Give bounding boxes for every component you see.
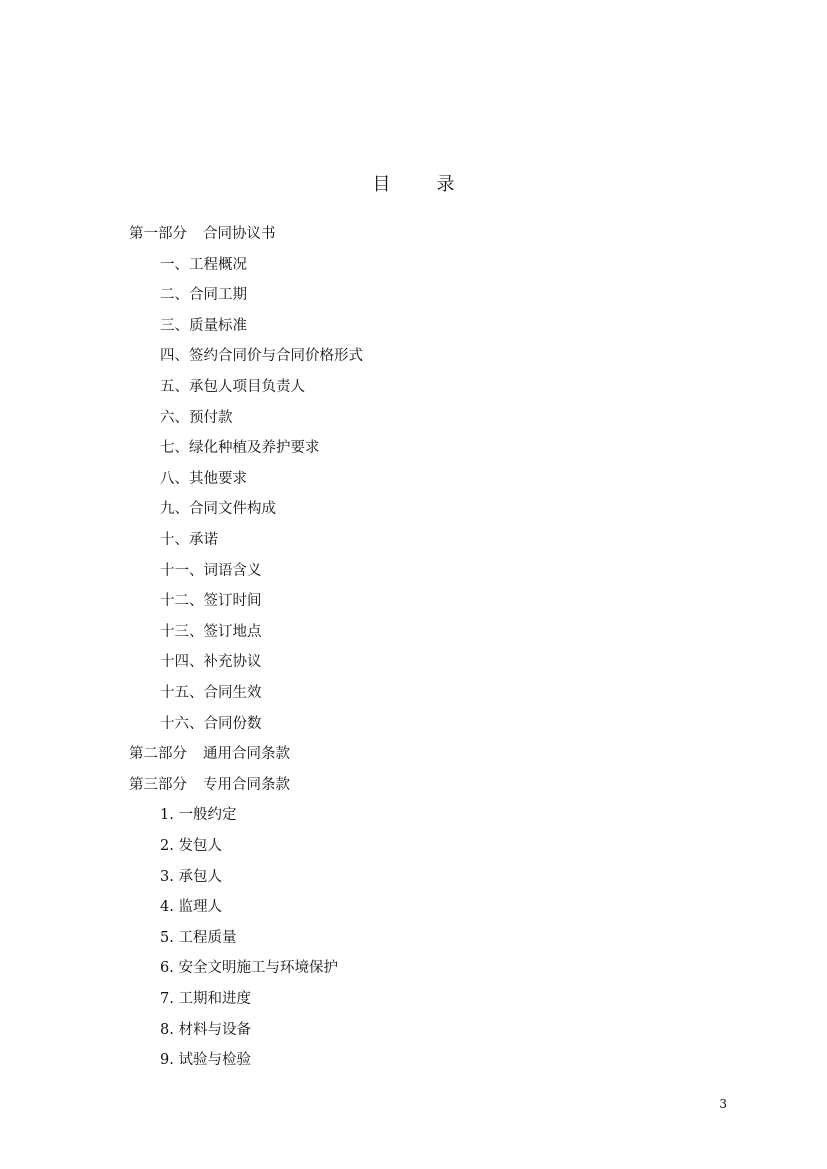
toc-item: 九、合同文件构成 [160, 501, 276, 518]
toc-item: 四、签约合同价与合同价格形式 [160, 348, 363, 365]
toc-part [129, 744, 290, 764]
toc-item: 5. 工程质量 [160, 929, 237, 946]
toc-item: 十、承诺 [160, 532, 218, 548]
toc-part [129, 775, 290, 795]
toc-item: 十一、词语含义 [160, 562, 262, 579]
toc-item: 八、其他要求 [160, 470, 247, 487]
toc-item: 2. 发包人 [160, 838, 222, 854]
toc-item: 8. 材料与设备 [160, 1021, 251, 1038]
toc-part-title: 通用合同条款 [203, 746, 290, 763]
toc-part-number: 第三部分 [129, 776, 187, 793]
toc-item: 4. 监理人 [160, 899, 222, 916]
toc-item: 十三、签订地点 [160, 623, 262, 640]
toc-item: 十六、合同份数 [160, 715, 262, 732]
toc-part [129, 224, 276, 244]
toc-part-number: 第一部分 [129, 226, 187, 242]
toc-item: 十五、合同生效 [160, 685, 262, 701]
toc-item: 十二、签订时间 [160, 593, 262, 610]
toc-item: 七、绿化种植及养护要求 [160, 440, 320, 457]
toc-item: 9. 试验与检验 [160, 1052, 251, 1069]
toc-item: 6. 安全文明施工与环境保护 [160, 960, 338, 977]
toc-item: 1. 一般约定 [160, 807, 237, 824]
toc-part-title: 合同协议书 [203, 226, 276, 242]
page-title: 目 录 [372, 174, 469, 195]
toc-item: 六、预付款 [160, 409, 233, 426]
toc-item: 五、承包人项目负责人 [160, 379, 305, 395]
toc-item: 3. 承包人 [160, 868, 222, 885]
toc-item: 一、工程概况 [160, 256, 247, 273]
toc-part-number: 第二部分 [129, 746, 187, 763]
toc-item: 十四、补充协议 [160, 654, 262, 671]
toc-item: 二、合同工期 [160, 287, 247, 304]
toc-item: 7. 工期和进度 [160, 991, 251, 1007]
toc-item: 三、质量标准 [160, 317, 247, 334]
toc-part-title: 专用合同条款 [203, 776, 290, 793]
page-number: 3 [719, 1097, 727, 1111]
